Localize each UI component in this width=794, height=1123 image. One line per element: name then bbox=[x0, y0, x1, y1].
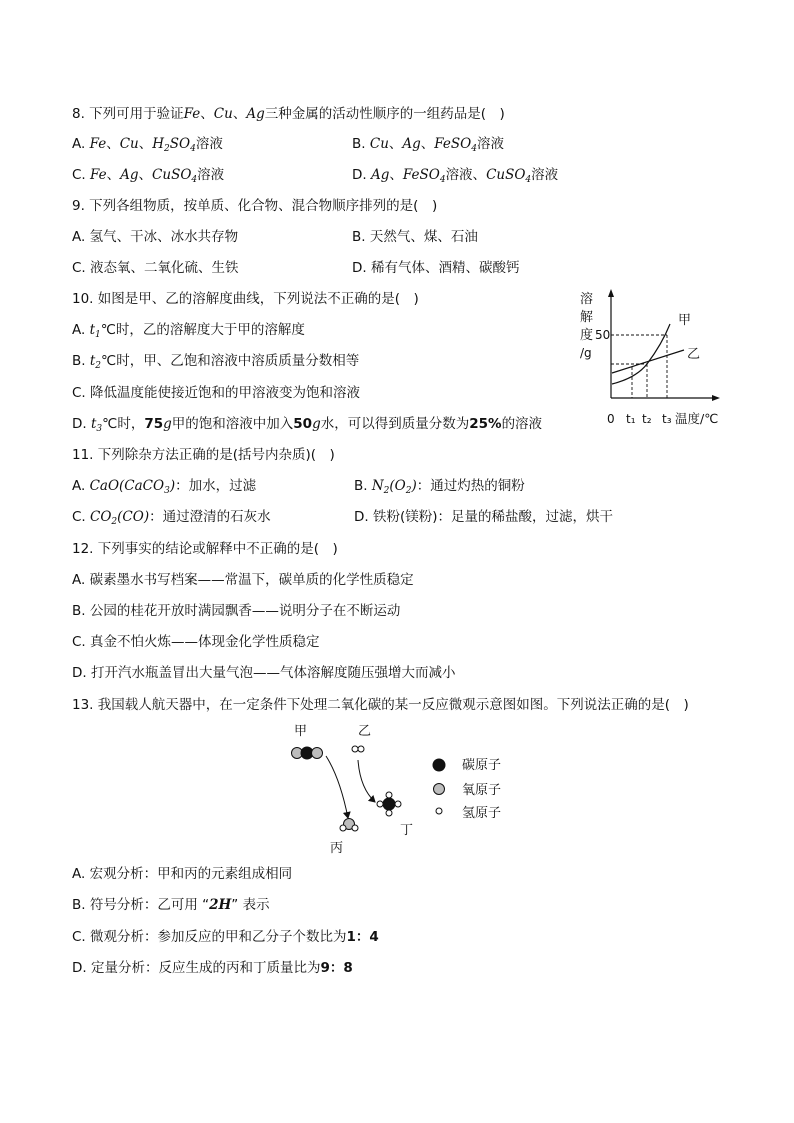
legend-oxygen: 氧原子 bbox=[462, 783, 502, 798]
q8-option-d: D. Ag、FeSO$_4$溶液、CuSO$_4$溶液 bbox=[352, 167, 559, 185]
q11-option-a: A. CaO(CaCO$_3$)：加水，过滤 bbox=[72, 478, 257, 496]
curve-jia bbox=[612, 324, 670, 384]
y-label-char-2: 解 bbox=[580, 310, 594, 325]
x-tick-0: 0 bbox=[607, 412, 615, 426]
curve-yi bbox=[612, 350, 684, 373]
q9-stem: 9. 下列各组物质，按单质、化合物、混合物顺序排列的是( ) bbox=[72, 198, 438, 214]
y-label-char-1: 溶 bbox=[580, 292, 594, 307]
q13-option-b: B. 符号分析：乙可用 “2H” 表示 bbox=[72, 897, 270, 913]
y-label-char-3: 度 bbox=[580, 328, 594, 343]
molecule-bing bbox=[340, 819, 358, 832]
q12-option-a: A. 碳素墨水书写档案——常温下，碳单质的化学性质稳定 bbox=[72, 572, 414, 588]
label-yi: 乙 bbox=[687, 347, 701, 362]
q10-stem: 10. 如图是甲、乙的溶解度曲线，下列说法不正确的是( ) bbox=[72, 291, 419, 307]
label-bing: 丙 bbox=[330, 841, 344, 856]
q10-option-d: D. $t_3℃$时，75g甲的饱和溶液中加入50g水，可以得到质量分数为25%的溶液 bbox=[72, 416, 543, 434]
label-jia: 甲 bbox=[294, 724, 308, 739]
legend-hydrogen: 氢原子 bbox=[462, 806, 502, 821]
molecule-yi bbox=[352, 746, 364, 752]
solubility-chart bbox=[574, 286, 724, 434]
molecule-ding bbox=[377, 792, 401, 816]
q12-option-c: C. 真金不怕火炼——体现金化学性质稳定 bbox=[72, 634, 320, 650]
q10-option-a: A. $t_1℃$时，乙的溶解度大于甲的溶解度 bbox=[72, 322, 305, 340]
q12-stem: 12. 下列事实的结论或解释中不正确的是( ) bbox=[72, 541, 338, 557]
reaction-diagram bbox=[280, 718, 530, 860]
y-axis-arrow bbox=[608, 289, 614, 297]
label-ding: 丁 bbox=[400, 823, 414, 838]
legend-carbon: 碳原子 bbox=[462, 758, 502, 773]
x-tick-t2: t₂ bbox=[642, 412, 652, 426]
legend-hydrogen-icon bbox=[436, 808, 442, 814]
x-tick-t3: t₃ bbox=[662, 412, 672, 426]
q12-option-b: B. 公园的桂花开放时满园飘香——说明分子在不断运动 bbox=[72, 603, 401, 619]
q9-option-c: C. 液态氧、二氧化硫、生铁 bbox=[72, 260, 239, 276]
arrow-to-ding bbox=[358, 760, 375, 802]
q9-option-a: A. 氢气、干冰、冰水共存物 bbox=[72, 229, 239, 245]
arrow-to-bing bbox=[326, 756, 348, 818]
x-axis-label: 温度/℃ bbox=[675, 411, 719, 426]
q11-option-c: C. $CO_2(CO)$：通过澄清的石灰水 bbox=[72, 509, 271, 527]
q8-option-b: B. Cu、Ag、FeSO$_4$溶液 bbox=[352, 136, 504, 154]
q11-stem: 11. 下列除杂方法正确的是(括号内杂质)( ) bbox=[72, 447, 335, 463]
y-tick-50: 50 bbox=[595, 328, 611, 342]
q13-option-d: D. 定量分析：反应生成的丙和丁质量比为9：8 bbox=[72, 960, 353, 976]
label-yi: 乙 bbox=[358, 724, 372, 739]
x-tick-t1: t₁ bbox=[626, 412, 636, 426]
q8-stem: 8. 下列可用于验证Fe、Cu、Ag三种金属的活动性顺序的一组药品是( ) bbox=[72, 106, 505, 122]
q13-stem: 13. 我国载人航天器中，在一定条件下处理二氧化碳的某一反应微观示意图如图。下列说法正确的是( ) bbox=[72, 697, 689, 713]
q13-option-c: C. 微观分析：参加反应的甲和乙分子个数比为1：4 bbox=[72, 929, 379, 945]
y-label-char-4: /g bbox=[580, 346, 592, 360]
legend-carbon-icon bbox=[433, 759, 446, 772]
q11-option-d: D. 铁粉(镁粉)：足量的稀盐酸，过滤，烘干 bbox=[354, 509, 614, 525]
q10-option-c: C. 降低温度能使接近饱和的甲溶液变为饱和溶液 bbox=[72, 385, 361, 401]
x-axis-arrow bbox=[712, 395, 720, 401]
molecule-jia bbox=[292, 747, 323, 760]
q13-option-a: A. 宏观分析：甲和丙的元素组成相同 bbox=[72, 866, 293, 882]
q9-option-d: D. 稀有气体、酒精、碳酸钙 bbox=[352, 260, 520, 276]
q8-option-c: C. Fe、Ag、CuSO$_4$溶液 bbox=[72, 167, 225, 185]
q11-option-b: B. $N_2(O_2)$：通过灼热的铜粉 bbox=[354, 478, 525, 496]
q12-option-d: D. 打开汽水瓶盖冒出大量气泡——气体溶解度随压强增大而减小 bbox=[72, 665, 456, 681]
label-jia: 甲 bbox=[678, 313, 692, 328]
q9-option-b: B. 天然气、煤、石油 bbox=[352, 229, 478, 245]
q10-option-b: B. $t_2℃$时，甲、乙饱和溶液中溶质质量分数相等 bbox=[72, 353, 360, 371]
legend-oxygen-icon bbox=[434, 784, 445, 795]
q8-option-a: A. Fe、Cu、$H_2SO_4$溶液 bbox=[72, 136, 223, 154]
